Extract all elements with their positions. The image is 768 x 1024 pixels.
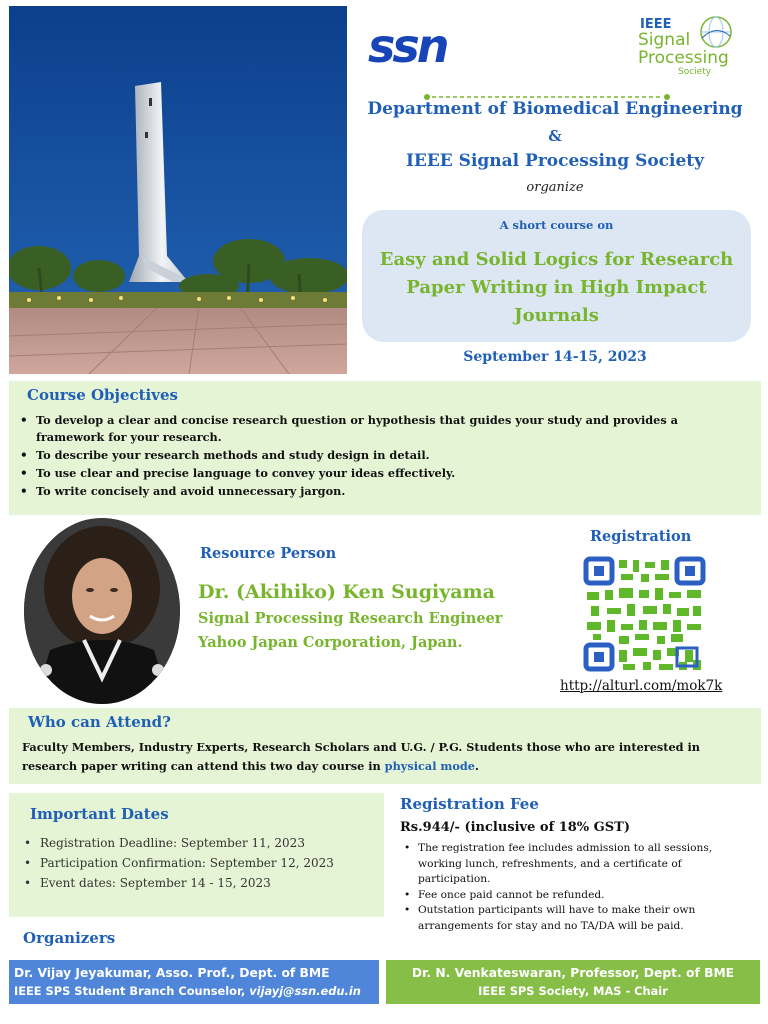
fee-note: • Fee once paid cannot be refunded. bbox=[404, 888, 754, 904]
resource-person-org: Yahoo Japan Corporation, Japan. bbox=[198, 634, 463, 651]
course-date: September 14-15, 2023 bbox=[463, 349, 647, 365]
registration-link[interactable]: http://alturl.com/mok7k bbox=[560, 678, 723, 694]
resource-person-heading: Resource Person bbox=[200, 545, 337, 562]
registration-qr-code[interactable] bbox=[583, 556, 706, 672]
objective-item: • To develop a clear and concise research question or hypothesis that guides your study and provides a framework for your research. bbox=[20, 412, 740, 446]
objective-item: • To describe your research methods and study design in detail. bbox=[20, 447, 740, 464]
important-dates-list bbox=[22, 833, 377, 893]
attendance-mode: physical mode bbox=[384, 759, 475, 773]
ampersand: & bbox=[548, 127, 562, 145]
course-title: Easy and Solid Logics for Research Paper Writing in High Impact Journals bbox=[379, 249, 734, 326]
fee-note: • The registration fee includes admission to all sessions, working lunch, refreshments, and a certificate of participation. bbox=[404, 841, 754, 888]
ssn-logo-text: ssn bbox=[368, 24, 447, 72]
organizer-2-name: Dr. N. Venkateswaran, Professor, Dept. of BME bbox=[411, 966, 735, 980]
ieee-logo-line4: Society bbox=[678, 67, 712, 77]
date-item: • Registration Deadline: September 11, 2023 bbox=[22, 833, 377, 853]
who-can-attend-body: Faculty Members, Industry Experts, Research Scholars and U.G. / P.G. Students those who are interested in research paper writing can attend this two day course in bbox=[22, 740, 701, 773]
organizer-1-name: Dr. Vijay Jeyakumar, Asso. Prof., Dept. of BME bbox=[14, 966, 330, 980]
objective-item: • To write concisely and avoid unnecessary jargon. bbox=[20, 483, 740, 500]
important-dates-heading: Important Dates bbox=[30, 805, 169, 823]
ssn-logo bbox=[366, 24, 484, 72]
ieee-sps-logo bbox=[636, 14, 736, 80]
organizer-1-role-text: IEEE SPS Student Branch Counselor, bbox=[14, 984, 250, 998]
ieee-logo-line1: IEEE bbox=[640, 17, 672, 32]
registration-fee-amount: Rs.944/- (inclusive of 18% GST) bbox=[400, 820, 630, 835]
date-item: • Event dates: September 14 - 15, 2023 bbox=[22, 873, 377, 893]
objective-item: • To use clear and precise language to convey your ideas effectively. bbox=[20, 465, 740, 482]
organizer-card-1 bbox=[9, 960, 379, 1004]
organizer-card-2 bbox=[386, 960, 760, 1004]
campus-photo bbox=[9, 6, 347, 374]
short-course-label: A short course on bbox=[499, 218, 614, 232]
registration-heading: Registration bbox=[590, 528, 692, 545]
organizer-1-email[interactable]: vijayj@ssn.edu.in bbox=[249, 984, 361, 998]
who-can-attend-end: . bbox=[475, 759, 479, 773]
resource-person-portrait bbox=[24, 518, 180, 704]
dotted-divider bbox=[424, 85, 670, 91]
fee-note: • Outstation participants will have to make their own arrangements for stay and no TA/DA will be paid. bbox=[404, 903, 754, 934]
globe-icon bbox=[696, 14, 736, 54]
resource-person-title: Signal Processing Research Engineer bbox=[198, 610, 503, 627]
ieee-logo-line2: Signal bbox=[638, 30, 691, 50]
registration-fee-notes bbox=[404, 841, 754, 934]
society-title: IEEE Signal Processing Society bbox=[405, 151, 705, 171]
resource-person-name: Dr. (Akihiko) Ken Sugiyama bbox=[198, 581, 495, 603]
objectives-heading: Course Objectives bbox=[27, 386, 178, 404]
objectives-list bbox=[20, 412, 740, 501]
who-can-attend-text bbox=[22, 738, 746, 776]
date-item: • Participation Confirmation: September 12, 2023 bbox=[22, 853, 377, 873]
organize-text: organize bbox=[526, 180, 584, 195]
organizer-2-role: IEEE SPS Society, MAS - Chair bbox=[478, 984, 668, 998]
organizers-heading: Organizers bbox=[23, 929, 116, 947]
who-can-attend-heading: Who can Attend? bbox=[28, 713, 171, 731]
department-title: Department of Biomedical Engineering bbox=[367, 99, 743, 119]
organizer-1-role bbox=[14, 982, 379, 1000]
ieee-logo-line3: Processing bbox=[638, 48, 729, 68]
registration-fee-heading: Registration Fee bbox=[400, 795, 539, 813]
